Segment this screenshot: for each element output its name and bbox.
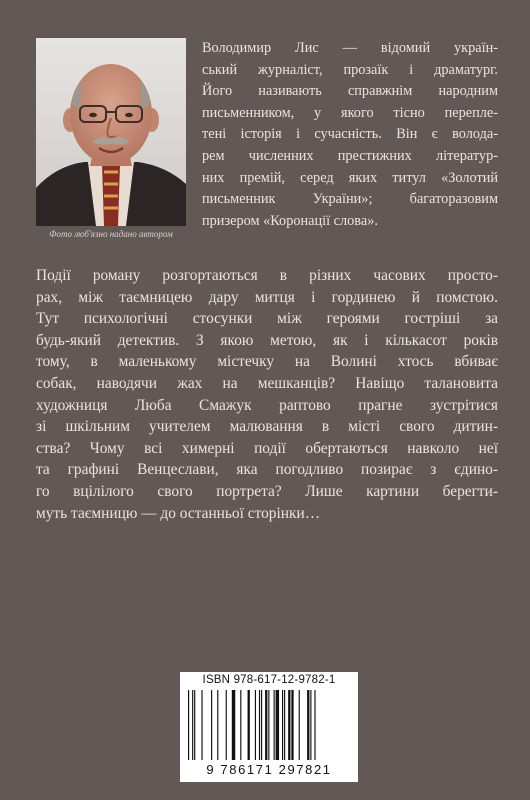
bio-line: Його називають справжнім народним [202, 83, 498, 100]
author-photo [36, 38, 186, 226]
bio-line: них премій, серед яких титул «Золотий [202, 169, 498, 186]
isbn-barcode [180, 672, 358, 782]
annotation-line: рах, між таємницею дару митця і гординею й помстою. [36, 288, 498, 306]
author-portrait-image [36, 38, 186, 226]
annotation-line: Тут психологічні стосунки між героями гостріші за [36, 310, 498, 328]
bio-line: письменник України»; багаторазовим [202, 191, 498, 208]
annotation-line: муть таємницю — до останньої сторінки… [36, 504, 321, 522]
annotation-line: го вцілілого свого портрета? Лише картини берегти- [36, 482, 498, 500]
photo-caption: Фото люб'язно надано автором [49, 229, 173, 239]
annotation-line: будь-який детектив. З якою метою, як і кількасот років [36, 331, 498, 349]
barcode-digits: 9 786171 297821 [206, 762, 332, 777]
annotation-line: зі шкільним учителем малювання в місті свого дитин- [36, 418, 498, 436]
annotation-line: художниця Люба Смажук раптово прагне зустрітися [36, 396, 498, 414]
author-bio [202, 38, 498, 232]
annotation-line: Події роману розгортаються в різних часових просто- [36, 267, 498, 284]
annotation-line: та графині Венцеслави, яка погодливо позирає з єдино- [36, 461, 498, 479]
barcode-bars-icon [188, 690, 350, 760]
isbn-label: ISBN 978-617-12-9782-1 [202, 674, 336, 686]
annotation-line: ства? Чому всі химерні події обертаються навколо неї [36, 439, 498, 457]
book-annotation [36, 265, 498, 524]
bio-line: письменником, у якого тісно переплe- [202, 104, 498, 121]
annotation-line: собак, наводячи жах на мешканців? Навіщо талановита [36, 374, 498, 392]
annotation-line: тому, в маленькому містечку на Волині хтось вбиває [36, 353, 498, 371]
bio-line: ський журналіст, прозаїк і драматург. [202, 61, 498, 78]
bio-line: рем численних престижних літератур- [202, 147, 498, 164]
bio-line: призером «Коронації слова». [202, 212, 378, 229]
bio-line: тені історія і сучасність. Він є волода- [202, 126, 498, 143]
bio-line: Володимир Лис — відомий україн- [202, 40, 498, 56]
